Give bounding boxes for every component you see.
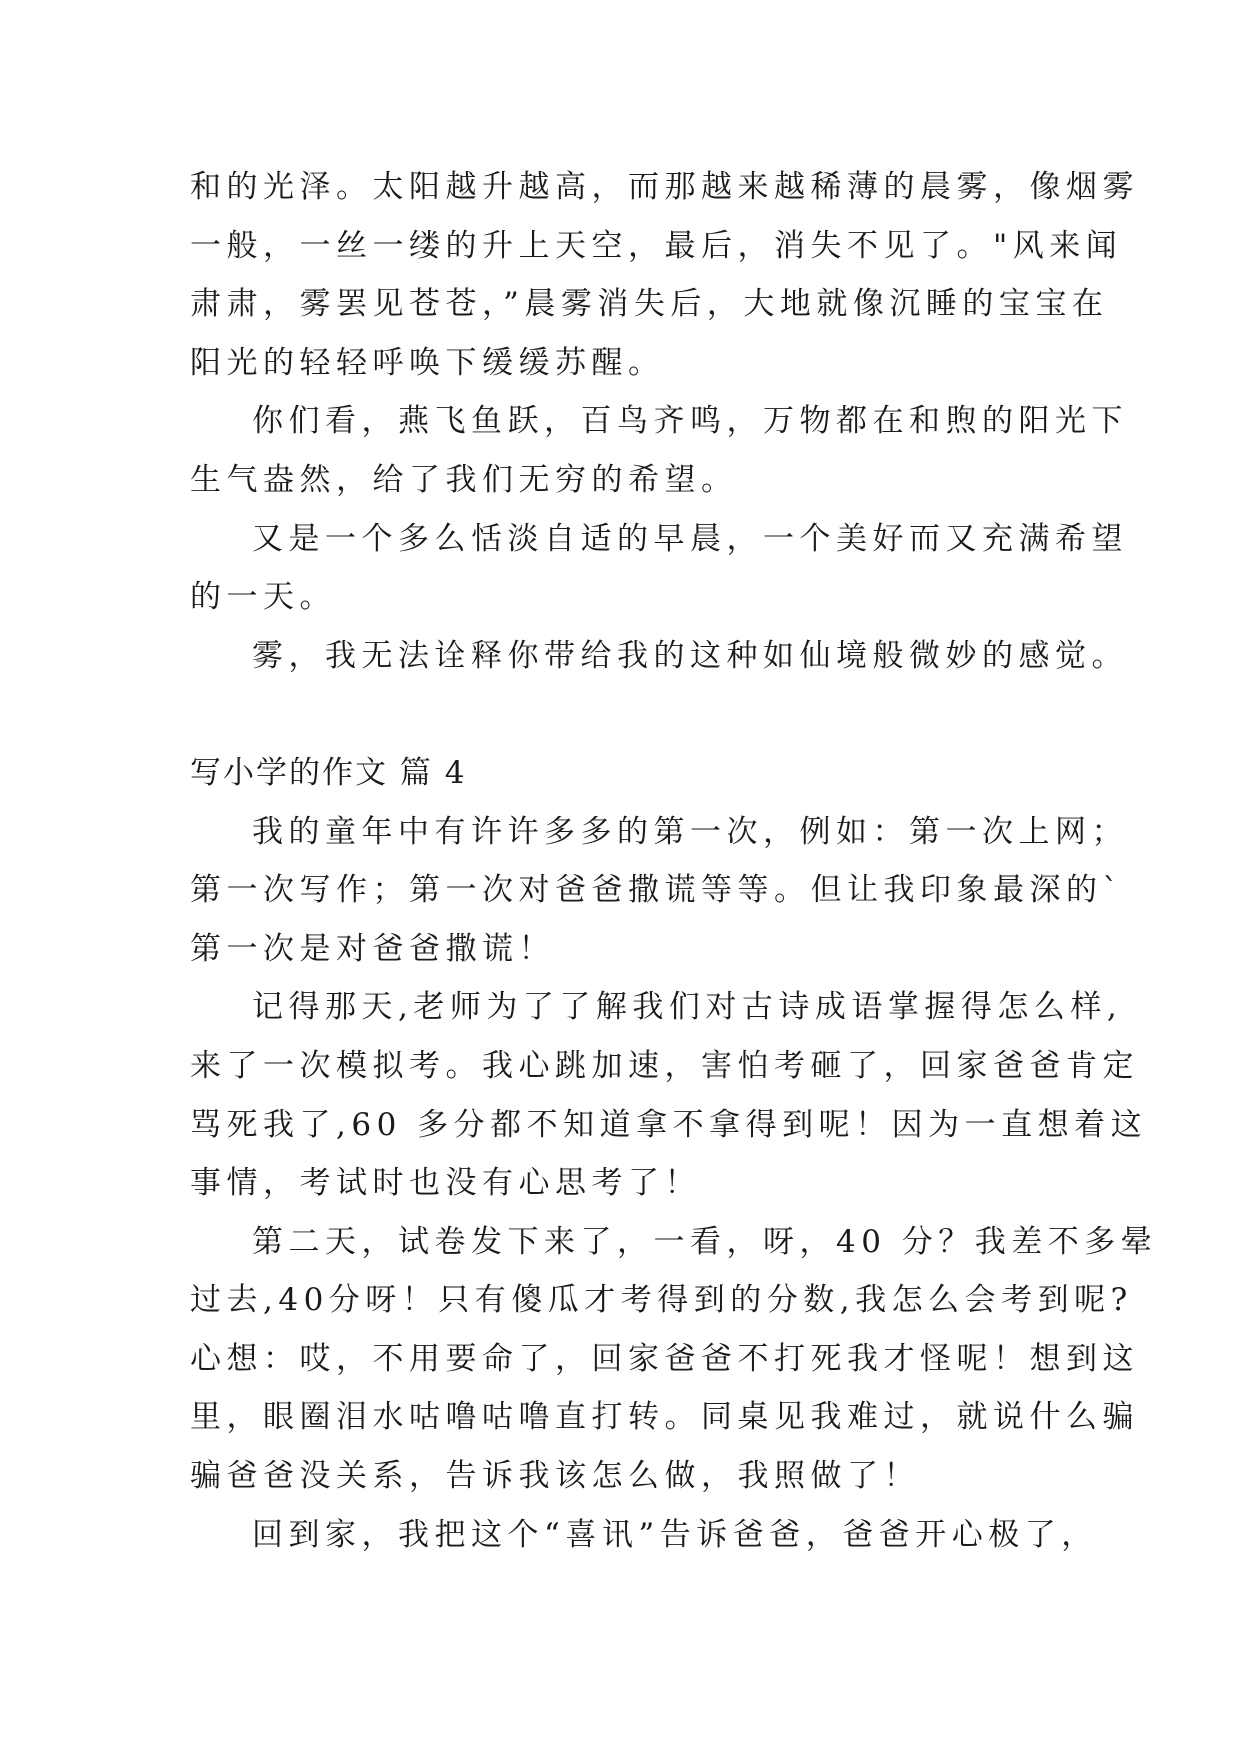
text-line: 你们看，燕飞鱼跃，百鸟齐鸣，万物都在和煦的阳光下 <box>252 403 1128 440</box>
paragraph-at-home <box>190 1506 1098 1565</box>
text-line: 肃肃，雾罢见苍苍，”晨雾消失后，大地就像沉睡的宝宝在 <box>190 286 1109 323</box>
text-line: 第一次写作；第一次对爸爸撒谎等等。但让我印象最深的` <box>190 872 1124 909</box>
section-spacer <box>190 685 1060 744</box>
paragraph-birds <box>190 392 1128 509</box>
text-line: 一般，一丝一缕的升上天空，最后，消失不见了。"风来闻 <box>190 227 1123 264</box>
text-line: 记得那天,老师为了了解我们对古诗成语掌握得怎么样, <box>252 989 1123 1026</box>
paragraph-exam-result <box>190 1213 1158 1506</box>
paragraph-first-times <box>190 803 1128 979</box>
text-line: 第二天，试卷发下来了，一看，呀，40 分？我差不多晕 <box>252 1223 1158 1260</box>
text-line: 我的童年中有许许多多的第一次，例如：第一次上网； <box>252 813 1128 850</box>
text-line: 事情，考试时也没有心思考了！ <box>190 1165 701 1202</box>
paragraph-fog-morning <box>190 158 1139 392</box>
paragraph-morning <box>190 510 1128 627</box>
essay-heading: 写小学的作文 篇 4 <box>190 754 467 791</box>
text-line: 骂死我了,60 多分都不知道拿不拿得到呢！因为一直想着这 <box>190 1106 1148 1143</box>
text-line: 来了一次模拟考。我心跳加速，害怕考砸了，回家爸爸肯定 <box>190 1047 1139 1084</box>
paragraph-fog-feeling <box>190 627 1128 686</box>
text-line: 生气盎然，给了我们无穷的希望。 <box>190 461 738 498</box>
text-line: 雾，我无法诠释你带给我的这种如仙境般微妙的感觉。 <box>252 637 1128 674</box>
text-line: 和的光泽。太阳越升越高，而那越来越稀薄的晨雾，像烟雾 <box>190 169 1139 205</box>
text-line: 又是一个多么恬淡自适的早晨，一个美好而又充满希望 <box>252 520 1128 557</box>
paragraph-mock-exam <box>190 978 1148 1212</box>
text-line: 里，眼圈泪水咕噜咕噜直打转。同桌见我难过，就说什么骗 <box>190 1399 1139 1436</box>
text-line: 心想：哎，不用要命了，回家爸爸不打死我才怪呢！想到这 <box>190 1340 1139 1377</box>
text-line: 骗爸爸没关系，告诉我该怎么做，我照做了！ <box>190 1458 920 1495</box>
text-line: 阳光的轻轻呼唤下缓缓苏醒。 <box>190 344 665 381</box>
text-line: 的一天。 <box>190 579 336 616</box>
document-page <box>190 158 1158 1564</box>
text-line: 第一次是对爸爸撒谎！ <box>190 930 555 967</box>
text-line: 回到家，我把这个“喜讯”告诉爸爸，爸爸开心极了， <box>252 1516 1098 1553</box>
text-line: 过去,40分呀！只有傻瓜才考得到的分数,我怎么会考到呢? <box>190 1282 1133 1319</box>
